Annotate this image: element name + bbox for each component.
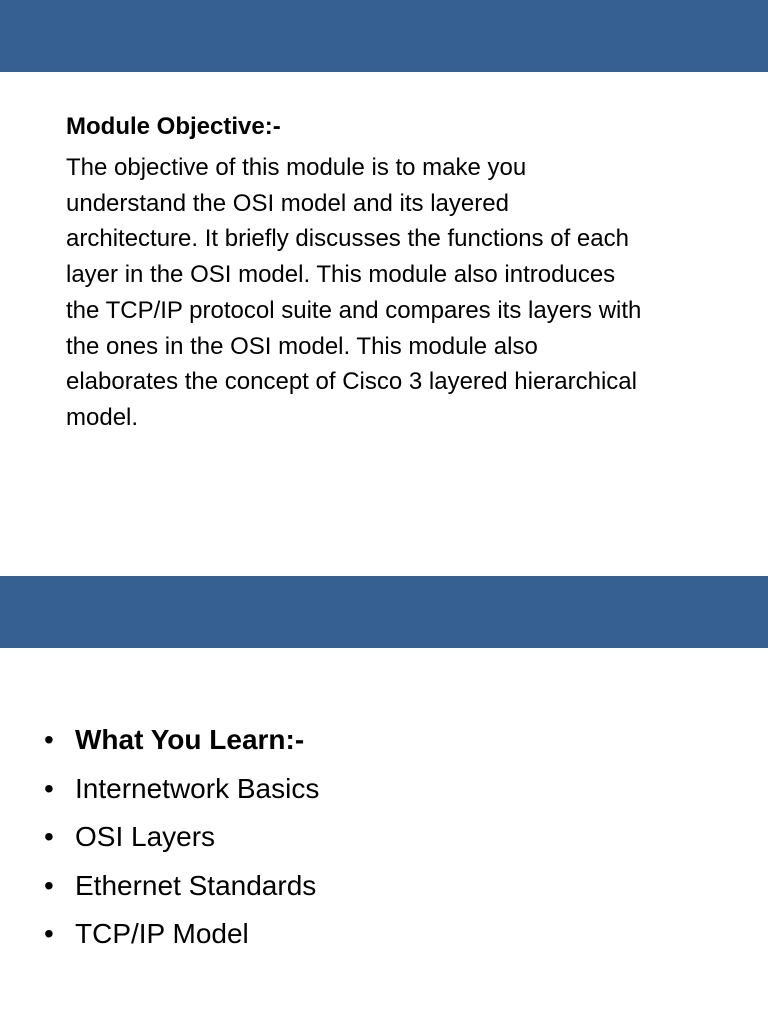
list-item — [44, 910, 704, 959]
learn-item-label: OSI Layers — [75, 821, 216, 852]
bullet-dot-icon: • — [44, 772, 54, 804]
bullet-dot-icon: • — [44, 821, 54, 852]
what-you-learn-list — [44, 716, 704, 959]
objective-heading: Module Objective:- — [66, 113, 281, 140]
learn-item-label: Ethernet Standards — [75, 869, 317, 901]
module-objective-section — [66, 110, 646, 436]
list-item — [44, 862, 704, 911]
header-band-middle — [0, 576, 768, 648]
bullet-dot-icon: • — [44, 918, 54, 949]
list-item — [44, 765, 704, 814]
bullet-dot-icon: • — [44, 724, 54, 755]
objective-body-text: The objective of this module is to make you understand the OSI model and its layered architecture. It briefly discusses the functions of each layer in the OSI model. This module also introduces the TCP/IP protocol suite and compares its layers with the ones in the OSI model. This module also elaborates the concept of Cisco 3 layered hierarchical model. — [66, 154, 642, 431]
header-band-top — [0, 0, 768, 72]
learn-heading: What You Learn:- — [75, 724, 305, 755]
learn-item-label: TCP/IP Model — [75, 918, 249, 949]
learn-item-label: Internetwork Basics — [75, 772, 320, 804]
bullet-dot-icon: • — [44, 869, 54, 901]
list-item-heading — [44, 716, 704, 765]
list-item — [44, 813, 704, 862]
